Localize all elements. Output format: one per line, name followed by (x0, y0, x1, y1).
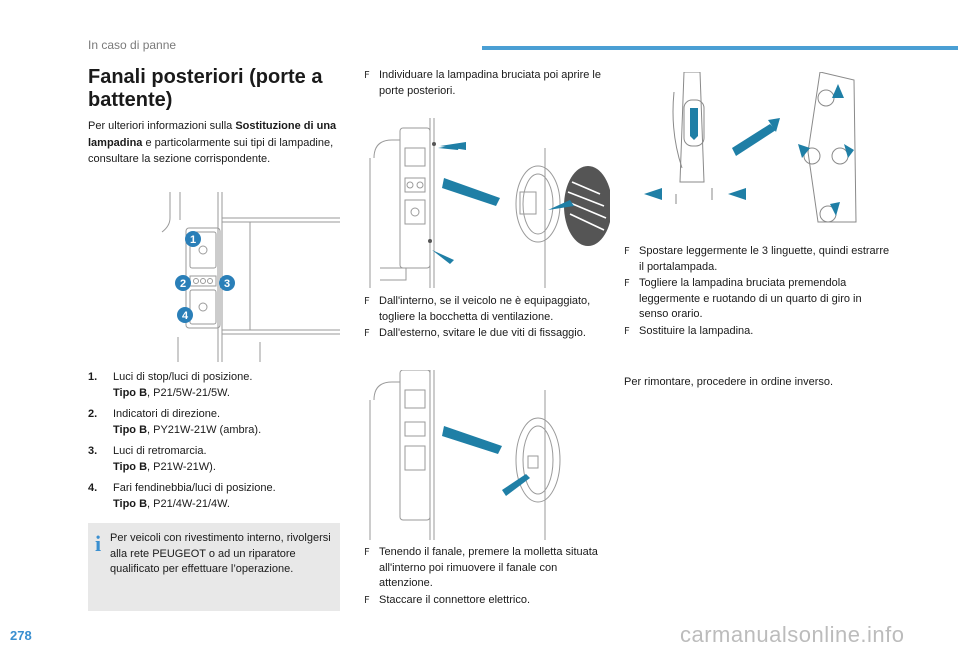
bullet-marker: F (624, 278, 630, 289)
lamp-removal-figure (360, 370, 570, 540)
ventilation-removal-figure (360, 118, 610, 288)
step-item (364, 326, 614, 342)
legend-description: Luci di stop/luci di posizione. (113, 371, 253, 383)
legend-number: 2. (88, 408, 98, 420)
legend-type-label: Tipo B (113, 423, 148, 436)
legend-type-label: Tipo B (113, 460, 148, 473)
legend-type-value: , P21W-21W). (147, 460, 216, 473)
legend-type-value: , P21/5W-21/5W. (147, 386, 230, 399)
step-text: Spostare leggermente le 3 linguette, quindi estrarre il portalampada. (639, 245, 890, 273)
reassembly-note: Per rimontare, procedere in ordine inverso. (624, 376, 834, 388)
legend-description: Indicatori di direzione. (113, 408, 221, 420)
legend-text (113, 444, 216, 475)
callout-2-label: 2 (179, 278, 187, 290)
legend-type-value: , P21/4W-21/4W. (147, 497, 230, 510)
legend-text (113, 370, 252, 401)
legend-description: Luci di retromarcia. (113, 445, 207, 457)
legend-number: 1. (88, 371, 98, 383)
step-item (364, 68, 614, 99)
info-text: Per veicoli con rivestimento interno, rivolgersi alla rete PEUGEOT o ad un riparatore qualificato per effettuare l’operazione. (110, 532, 331, 575)
step-item (364, 593, 614, 609)
step-item (624, 324, 892, 340)
callout-4 (177, 307, 193, 323)
bullet-marker: F (364, 328, 370, 339)
legend-item (88, 444, 338, 475)
page-title: Fanali posteriori (porte a battente) (88, 66, 323, 111)
step-text: Dall'esterno, svitare le due viti di fissaggio. (379, 327, 586, 339)
bullet-marker: F (364, 594, 370, 606)
step3-block (364, 545, 614, 609)
step1-block (364, 68, 614, 100)
col3-steps (624, 244, 892, 340)
section-label: In caso di panne (88, 38, 177, 52)
callout-1 (185, 231, 201, 247)
legend-number: 3. (88, 445, 98, 457)
bulb-legend (88, 370, 338, 518)
bullet-marker: F (364, 70, 370, 81)
intro-link-text: Sostituzione di una lampadina (88, 120, 337, 149)
bullet-marker: F (364, 296, 370, 307)
legend-type-value: , PY21W-21W (ambra). (147, 423, 262, 436)
callout-3-label: 3 (223, 278, 231, 290)
legend-text (113, 481, 276, 512)
page-number: 278 (10, 628, 32, 643)
bullet-marker: F (624, 246, 630, 257)
legend-item (88, 407, 338, 438)
tail-lamp-figure (160, 192, 340, 362)
intro-paragraph (88, 118, 338, 168)
step-text: Staccare il connettore elettrico. (379, 593, 531, 606)
step-item (364, 294, 614, 325)
bullet-marker: F (624, 325, 630, 337)
step-item (364, 545, 614, 592)
step-text: Sostituire la lampadina. (639, 324, 754, 337)
info-icon: i (95, 531, 102, 556)
legend-item (88, 481, 338, 512)
legend-type-label: Tipo B (113, 386, 148, 399)
step-item (624, 244, 892, 275)
bulb-holder-figure (640, 72, 872, 232)
step-text: Individuare la lampadina bruciata poi aprire le porte posteriori. (379, 69, 601, 97)
info-box (88, 523, 340, 611)
intro-text-after: e particolarmente sui tipi di lampadine, consultare la sezione corrispondente. (88, 136, 334, 165)
callout-4-label: 4 (181, 310, 189, 322)
callout-2 (175, 275, 191, 291)
intro-text-before: Per ulteriori informazioni sulla (88, 120, 236, 132)
legend-number: 4. (88, 482, 98, 494)
legend-text (113, 407, 261, 438)
step-text: Togliere la lampadina bruciata premendola leggermente e ruotando di un quarto di giro in senso orario. (639, 277, 862, 320)
legend-item (88, 370, 338, 401)
step-text: Tenendo il fanale, premere la molletta situata all'interno poi rimuovere il fanale con attenzione. (379, 546, 598, 589)
step2-block (364, 294, 614, 343)
bullet-marker: F (364, 547, 370, 558)
step-item (624, 276, 892, 323)
watermark: carmanualsonline.info (680, 622, 905, 647)
callout-3 (219, 275, 235, 291)
callout-1-label: 1 (189, 234, 197, 246)
header-accent-bar (482, 46, 958, 50)
legend-type-label: Tipo B (113, 497, 148, 510)
step-text: Dall'interno, se il veicolo ne è equipaggiato, togliere la bocchetta di ventilazione. (379, 295, 591, 323)
legend-description: Fari fendinebbia/luci di posizione. (113, 482, 276, 494)
